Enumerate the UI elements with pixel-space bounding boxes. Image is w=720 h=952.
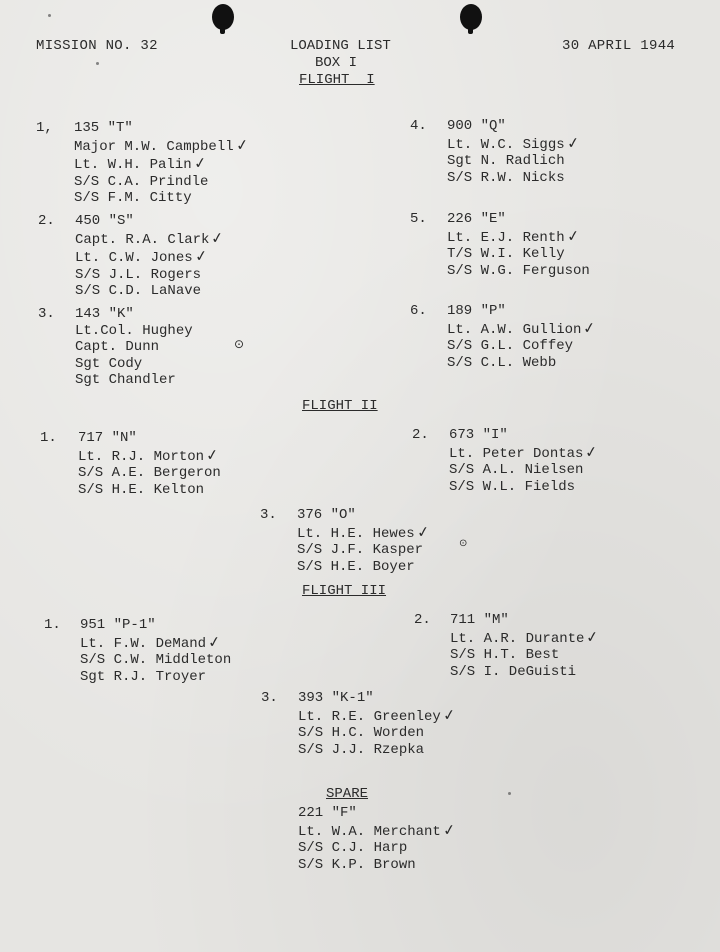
paper-speck (508, 792, 511, 795)
call-letter: "Q" (480, 118, 506, 134)
aircraft-id (449, 427, 598, 444)
tail-number: 711 (450, 612, 476, 628)
paper-speck (96, 62, 99, 65)
crew-member: Capt. Dunn (75, 339, 160, 355)
mission-number: MISSION NO. 32 (36, 38, 158, 54)
crew-member: Lt. C.W. Jones✓ (75, 246, 209, 266)
crew-member: Sgt Chandler (75, 372, 176, 388)
aircraft-id (75, 306, 193, 323)
check-mark-icon: ✓ (193, 246, 209, 266)
position-number: 1. (44, 617, 61, 633)
call-letter: "E" (480, 211, 506, 227)
crew-member: S/S J.L. Rogers (75, 266, 202, 283)
document-title: LOADING LIST (290, 38, 391, 54)
tail-number: 673 (449, 427, 475, 443)
crew-member: S/S R.W. Nicks (447, 169, 565, 186)
aircraft-id (78, 430, 221, 447)
check-mark-icon: ✓ (582, 317, 598, 338)
crew-member: S/S A.L. Nielsen (449, 462, 584, 478)
aircraft-id (447, 303, 596, 320)
position-number: 3. (38, 306, 55, 322)
crew-member: Major M.W. Campbell✓ (74, 134, 250, 155)
crew-member: S/S F.M. Citty (74, 190, 192, 206)
crew-member: T/S W.I. Kelly (447, 246, 565, 262)
tail-number: 900 (447, 118, 473, 134)
flight-heading: FLIGHT II (302, 398, 378, 414)
check-mark-icon: ✓ (585, 626, 601, 647)
crew-member: S/S C.W. Middleton (80, 652, 232, 668)
position-number: 2. (38, 213, 55, 229)
call-letter: "P-1" (113, 617, 156, 633)
call-letter: "K" (108, 306, 134, 322)
tail-number: 221 (298, 805, 324, 821)
mission-date: 30 APRIL 1944 (562, 38, 676, 54)
crew-member: Lt. A.W. Gullion✓ (447, 317, 598, 338)
crew-member: Lt. A.R. Durante✓ (450, 626, 601, 647)
crew-member: S/S A.E. Bergeron (78, 465, 221, 481)
tail-number: 135 (74, 120, 100, 136)
crew-member: Lt. E.J. Renth✓ (447, 225, 581, 246)
position-number: 2. (414, 612, 431, 628)
position-number: 3. (260, 507, 277, 523)
box-label: BOX I (315, 55, 358, 71)
crew-member: S/S C.A. Prindle (74, 173, 209, 190)
punch-hole-left (212, 4, 234, 30)
tail-number: 450 (75, 213, 101, 229)
crew-member: S/S J.F. Kasper (297, 542, 424, 558)
crew-member: S/S G.L. Coffey (447, 338, 574, 354)
crew-member: Capt. R.A. Clark✓ (75, 227, 226, 248)
crew-member: S/S K.P. Brown (298, 856, 416, 873)
tail-number: 189 (447, 303, 473, 319)
crew-member: Sgt N. Radlich (447, 153, 565, 169)
crew-member: S/S H.E. Kelton (78, 481, 205, 498)
tail-number: 226 (447, 211, 473, 227)
position-number: 1, (36, 120, 53, 136)
crew-member: S/S C.J. Harp (298, 840, 408, 856)
crew-member: Lt. R.E. Greenley✓ (298, 704, 457, 725)
crew-member: S/S C.D. LaNave (75, 283, 202, 299)
call-letter: "P" (480, 303, 506, 319)
paper-speck (48, 14, 51, 17)
crew-member: Lt. W.A. Merchant✓ (298, 819, 457, 840)
check-mark-icon: ✓ (210, 227, 226, 248)
call-letter: "M" (483, 612, 509, 628)
flight-heading: FLIGHT I (299, 72, 375, 88)
crew-member: Lt. R.J. Morton✓ (78, 444, 220, 465)
call-letter: "K-1" (331, 690, 374, 706)
call-letter: "T" (107, 120, 133, 136)
crew-member: Lt. F.W. DeMand✓ (80, 631, 222, 652)
aircraft-id (297, 507, 429, 524)
position-number: 1. (40, 430, 57, 446)
call-letter: "O" (330, 507, 356, 523)
aircraft-id (80, 617, 231, 634)
check-mark-icon: ✓ (192, 153, 208, 173)
call-letter: "S" (108, 213, 134, 229)
crew-member: S/S W.G. Ferguson (447, 262, 590, 279)
call-letter: "I" (482, 427, 508, 443)
call-letter: "F" (331, 805, 357, 821)
crew-member: Sgt R.J. Troyer (80, 668, 207, 685)
call-letter: "N" (111, 430, 137, 446)
aircraft-id (450, 612, 599, 629)
crew-member: Sgt Cody (75, 355, 143, 372)
check-mark-icon: ✓ (204, 444, 220, 465)
aircraft-id (298, 690, 455, 707)
check-mark-icon: ✓ (206, 631, 222, 652)
crew-member: Lt. H.E. Hewes✓ (297, 521, 431, 542)
position-number: 6. (410, 303, 427, 319)
crew-member: S/S W.L. Fields (449, 478, 576, 495)
circled-mark-icon: ⊙ (459, 538, 468, 549)
tail-number: 376 (297, 507, 323, 523)
tail-number: 717 (78, 430, 104, 446)
tail-number: 951 (80, 617, 106, 633)
aircraft-id (75, 213, 224, 230)
crew-member: Lt.Col. Hughey (75, 322, 193, 339)
crew-member: S/S H.C. Worden (298, 725, 425, 741)
crew-member: Lt. W.C. Siggs✓ (447, 132, 581, 153)
check-mark-icon: ✓ (584, 441, 600, 462)
crew-member: S/S J.J. Rzepka (298, 741, 425, 758)
position-number: 5. (410, 211, 427, 227)
crew-member: S/S H.T. Best (450, 647, 560, 663)
spare-heading: SPARE (326, 786, 369, 802)
check-mark-icon: ✓ (234, 134, 250, 155)
tail-number: 393 (298, 690, 324, 706)
check-mark-icon: ✓ (565, 225, 581, 246)
check-mark-icon: ✓ (441, 704, 457, 725)
check-mark-icon: ✓ (441, 819, 457, 840)
crew-member: S/S C.L. Webb (447, 354, 557, 371)
position-number: 2. (412, 427, 429, 443)
tail-number: 143 (75, 306, 101, 322)
check-mark-icon: ✓ (415, 521, 431, 542)
position-number: 4. (410, 118, 427, 134)
crew-member: Lt. W.H. Palin✓ (74, 153, 208, 173)
crew-member: Lt. Peter Dontas✓ (449, 441, 600, 462)
flight-heading: FLIGHT III (302, 583, 387, 599)
circled-mark-icon: ⊙ (234, 337, 245, 351)
punch-hole-right (460, 4, 482, 30)
check-mark-icon: ✓ (565, 132, 581, 153)
aircraft-id (447, 211, 590, 228)
position-number: 3. (261, 690, 278, 706)
aircraft-id (74, 120, 248, 137)
crew-member: S/S H.E. Boyer (297, 558, 415, 575)
crew-member: S/S I. DeGuisti (450, 663, 577, 680)
aircraft-id (298, 805, 455, 822)
aircraft-id (447, 118, 579, 135)
